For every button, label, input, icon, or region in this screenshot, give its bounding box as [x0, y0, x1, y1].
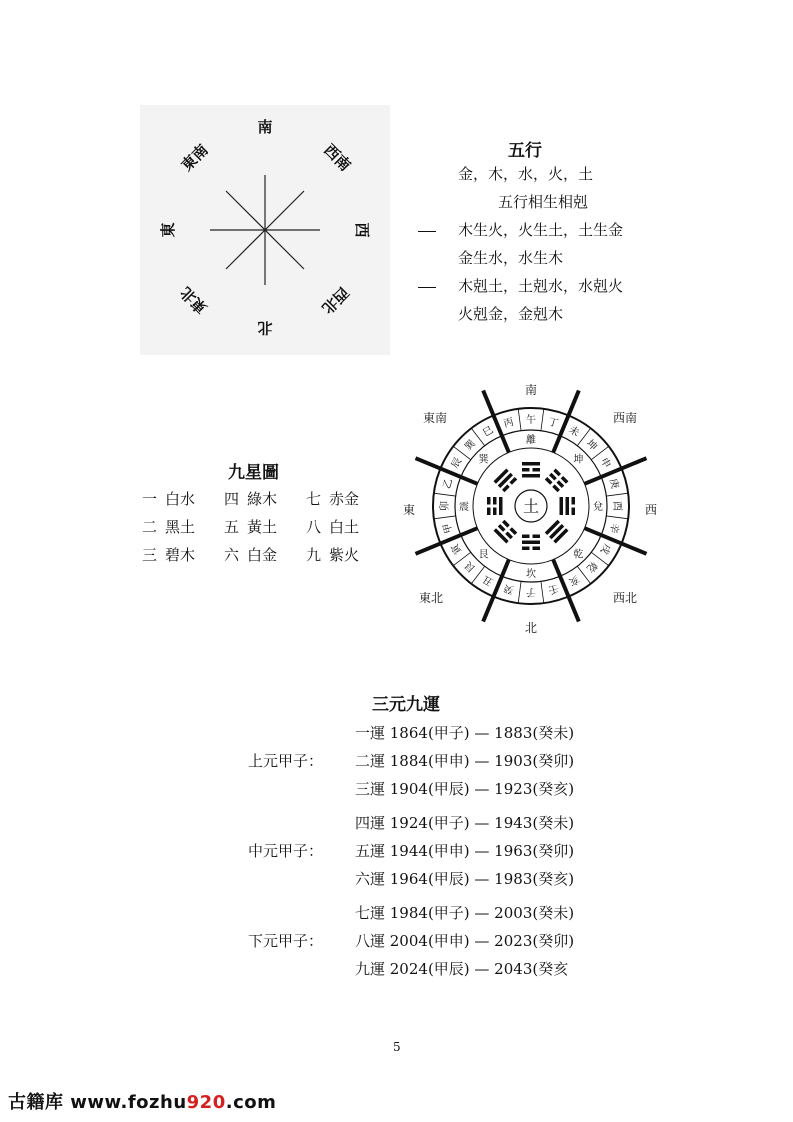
luopan-trigram-name: 艮 [478, 549, 489, 561]
luopan-trigram-symbol [494, 469, 518, 493]
compass-east: 東 [159, 222, 177, 238]
jiuxing-cell: 五 黃土 [224, 517, 278, 536]
luopan-trigram-name: 坤 [573, 454, 584, 466]
era-line: 七運 1984(甲子) — 2003(癸未) [355, 904, 575, 922]
era-label-upper: 上元甲子： [248, 752, 324, 770]
jiuxing-cell: 六 白金 [224, 545, 278, 564]
wuxing-title: 五行 [508, 141, 542, 161]
era-line: 五運 1944(甲申) — 1963(癸卯) [355, 842, 575, 860]
watermark [8, 1088, 276, 1114]
luopan-mountain: 巽 [463, 438, 478, 453]
luopan-mountain-divider [606, 493, 628, 496]
luopan-mountain: 子 [526, 586, 536, 597]
luopan-mountain: 壬 [546, 581, 560, 596]
luopan-mountain: 坤 [584, 438, 599, 453]
wuxing-subtitle: 五行相生相剋 [498, 193, 589, 211]
luopan-trigram-name: 離 [526, 435, 536, 446]
wuxing-elements: 金，木，水，火，土 [458, 165, 594, 183]
luopan-trigram-name: 坎 [526, 569, 536, 580]
luopan-mountain: 庚 [606, 477, 621, 491]
jiuxing-row [142, 484, 359, 512]
wuxing-generating-line [418, 216, 623, 244]
wuxing-line-1: 木生火，火生土，土生金 [458, 221, 624, 239]
era-line: 一運 1864(甲子) — 1883(癸未) [355, 724, 575, 742]
era-line: 九運 2024(甲辰) — 2043(癸亥 [355, 960, 569, 978]
luopan-trigram-symbol [494, 520, 518, 544]
jiuxing-table [142, 484, 359, 568]
luopan-dir-southeast: 東南 [422, 411, 448, 425]
watermark-prefix: 古籍库 www.fozhu [8, 1092, 187, 1113]
luopan-mountain: 艮 [463, 559, 478, 574]
compass-northwest: 西北 [318, 283, 353, 318]
luopan-mountain: 丑 [481, 572, 496, 588]
compass-southeast: 東南 [177, 140, 212, 175]
luopan-mountain-divider [493, 415, 501, 435]
jiuxing-cell: 二 黑土 [142, 517, 196, 536]
luopan-mountain-divider [440, 535, 460, 543]
jiuxing-cell: 八 白土 [306, 517, 360, 536]
luopan-mountain: 未 [566, 424, 581, 440]
luopan-mountain: 辰 [449, 456, 465, 471]
luopan-mountain: 癸 [502, 581, 516, 596]
luopan-trigram-symbol [522, 535, 540, 551]
compass-svg [140, 105, 390, 355]
luopan-mountain-divider [606, 516, 628, 519]
luopan-svg [403, 378, 659, 634]
luopan-dir-north: 北 [524, 621, 538, 635]
luopan-dir-northeast: 東北 [418, 591, 444, 605]
luopan-mountain: 亥 [566, 572, 581, 588]
sanyuan-title: 三元九運 [372, 695, 440, 715]
wuxing-line-3: 木剋土，土剋水，水剋火 [458, 277, 624, 295]
jiuxing-cell: 三 碧木 [142, 545, 196, 564]
luopan-diagram [403, 378, 659, 634]
luopan-trigram-symbol [522, 462, 540, 478]
compass-north: 北 [257, 319, 273, 337]
era-line: 二運 1884(甲申) — 1903(癸卯) [355, 752, 575, 770]
luopan-center-label: 土 [522, 497, 540, 516]
watermark-number: 920 [186, 1092, 226, 1113]
luopan-trigram-name: 震 [459, 502, 469, 513]
luopan-mountain: 午 [526, 415, 536, 426]
dash-marker [418, 287, 436, 288]
luopan-trigram-name: 乾 [573, 549, 584, 561]
luopan-trigram-name: 巽 [478, 454, 489, 466]
luopan-mountain: 甲 [441, 521, 456, 535]
wuxing-line-4: 火剋金，金剋木 [458, 305, 564, 323]
era-label-lower: 下元甲子： [248, 932, 324, 950]
compass-south: 南 [257, 118, 273, 136]
luopan-mountain: 丙 [502, 416, 516, 431]
luopan-mountain: 寅 [449, 541, 465, 556]
compass-southwest: 西南 [320, 140, 355, 175]
luopan-dir-northwest: 西北 [612, 591, 638, 605]
luopan-trigram-symbol [487, 497, 503, 515]
luopan-mountain-divider [434, 516, 456, 519]
wuxing-line-2: 金生水，水生木 [458, 249, 564, 267]
luopan-dir-southwest: 西南 [612, 411, 638, 425]
era-line: 三運 1904(甲辰) — 1923(癸亥) [355, 780, 575, 798]
luopan-trigram-name: 兌 [593, 502, 603, 513]
luopan-trigram-symbol [560, 497, 576, 515]
compass-diagram [140, 105, 390, 355]
era-line: 八運 2004(甲申) — 2023(癸卯) [355, 932, 575, 950]
luopan-mountain: 酉 [611, 501, 622, 511]
luopan-mountain-divider [518, 581, 521, 603]
luopan-mountain-divider [601, 468, 621, 476]
luopan-dir-south: 南 [524, 383, 538, 397]
wuxing-overcoming-line [418, 272, 623, 300]
jiuxing-title: 九星圖 [228, 463, 279, 483]
luopan-dir-west: 西 [644, 503, 658, 517]
luopan-mountain: 乾 [584, 559, 599, 574]
compass-northeast: 東北 [176, 283, 211, 318]
luopan-trigram-symbol [545, 520, 569, 544]
jiuxing-row [142, 540, 359, 568]
jiuxing-row [142, 512, 359, 540]
luopan-mountain-divider [560, 576, 568, 596]
compass-west: 西 [353, 222, 371, 238]
luopan-mountain: 辛 [606, 521, 621, 535]
luopan-mountain-divider [518, 409, 521, 431]
luopan-mountain-divider [434, 493, 456, 496]
era-label-middle: 中元甲子： [248, 842, 324, 860]
era-line: 四運 1924(甲子) — 1943(癸未) [355, 814, 575, 832]
era-line: 六運 1964(甲辰) — 1983(癸亥) [355, 870, 575, 888]
luopan-mountain-divider [541, 409, 544, 431]
luopan-mountain: 申 [597, 456, 613, 471]
jiuxing-cell: 七 赤金 [306, 489, 360, 508]
page-number: 5 [393, 1040, 401, 1054]
luopan-mountain: 戌 [597, 541, 613, 556]
luopan-trigram-symbol [545, 469, 569, 493]
luopan-mountain: 卯 [440, 501, 451, 511]
luopan-dir-east: 東 [402, 503, 416, 517]
watermark-suffix: .com [225, 1092, 277, 1113]
jiuxing-cell: 九 紫火 [306, 545, 360, 564]
luopan-mountain: 丁 [546, 416, 560, 431]
jiuxing-cell: 四 綠木 [224, 489, 278, 508]
luopan-mountain-divider [541, 581, 544, 603]
luopan-mountain: 乙 [441, 477, 456, 491]
luopan-mountain: 巳 [481, 424, 496, 440]
dash-marker [418, 231, 436, 232]
jiuxing-cell: 一 白水 [142, 489, 196, 508]
